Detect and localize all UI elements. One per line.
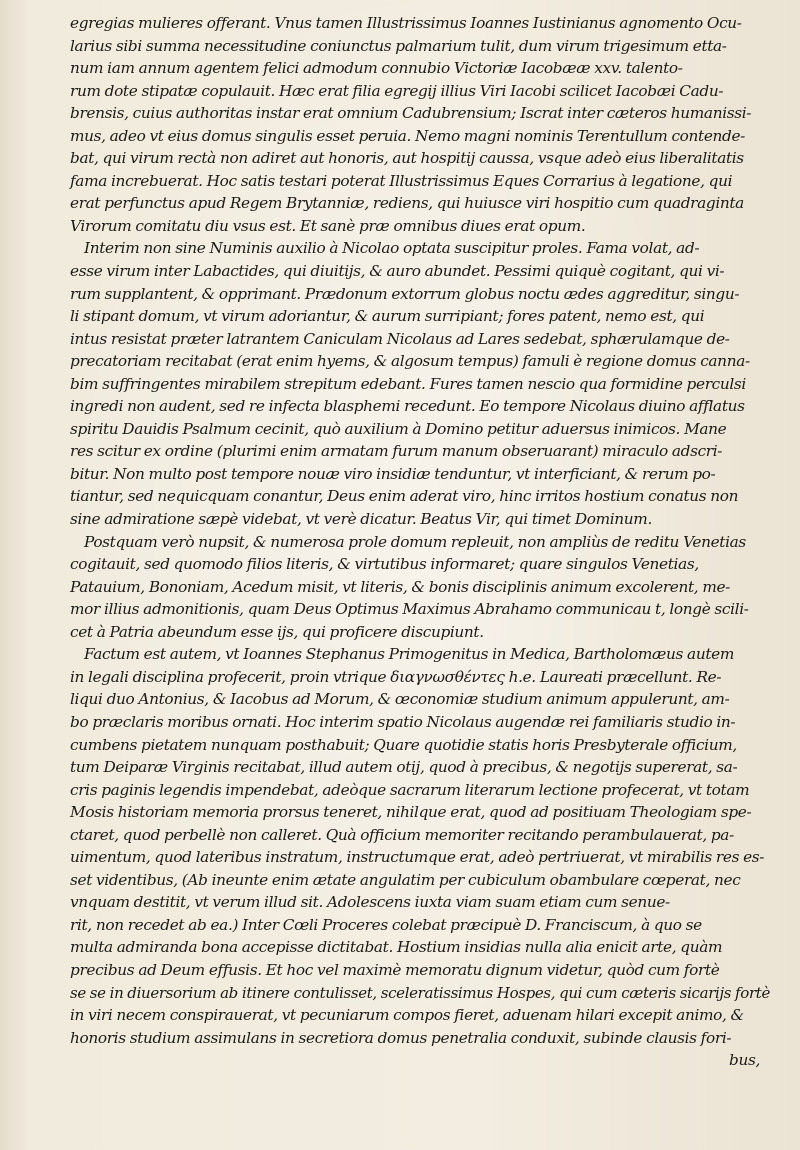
text-line-content: ctaret, quod perbellè non calleret. Quà officium memoriter recitando perambulauerat, pa- — [70, 825, 734, 844]
text-line — [70, 125, 770, 148]
text-line — [70, 305, 770, 328]
text-line-content: larius sibi summa necessitudine coniunctus palmarium tulit, dum virum trigesimum etta- — [70, 36, 727, 55]
text-line — [70, 35, 770, 58]
text-line — [70, 328, 770, 351]
text-line — [70, 982, 770, 1005]
text-line-content: vnquam destitit, vt verum illud sit. Adolescens iuxta viam suam etiam cum senue- — [70, 893, 670, 912]
text-line — [70, 869, 770, 892]
text-line-content: Postquam verò nupsit, & numerosa prole domum repleuit, non ampliùs de reditu Venetias — [84, 532, 746, 551]
text-line-content: Interim non sine Numinis auxilio à Nicolao optata suscipitur proles. Fama volat, ad- — [84, 239, 700, 258]
text-line-content: precatoriam recitabat (erat enim hyems, & algosum tempus) famuli è regione domus canna- — [70, 352, 750, 371]
page-text — [70, 12, 770, 1072]
text-line — [70, 621, 770, 644]
text-line — [70, 350, 770, 373]
text-line — [70, 801, 770, 824]
text-line — [70, 531, 770, 554]
text-line-content: bus, — [729, 1051, 760, 1070]
text-line-content: mor illius admonitionis, quam Deus Optimus Maximus Abrahamo communicau t, longè scili- — [70, 600, 749, 619]
text-line-content: erat perfunctus apud Regem Brytanniæ, rediens, qui huiusce viri hospitio cum quadraginta — [70, 194, 744, 213]
text-line-content: in legali disciplina profecerit, proin vtrique διαγνωσθέντες h.e. Laureati præcellunt. Re- — [70, 667, 722, 686]
text-line — [70, 643, 770, 666]
text-line-content: ingredi non audent, sed re infecta blasphemi recedunt. Eo tempore Nicolaus diuino afflatus — [70, 397, 745, 416]
text-line-content: bo præclaris moribus ornati. Hoc interim spatio Nicolaus augendæ rei familiaris studio in- — [70, 712, 736, 731]
text-line-content: fama increbuerat. Hoc satis testari poterat Illustrissimus Eques Corrarius à legatione, qui — [70, 171, 733, 190]
text-line — [70, 102, 770, 125]
text-line-content: in viri necem conspirauerat, vt pecuniarum compos fieret, aduenam hilari excepit animo, & — [70, 1006, 744, 1025]
text-line — [70, 57, 770, 80]
text-line-content: Patauium, Bononiam, Acedum misit, vt literis, & bonis disciplinis animum excolerent, me- — [70, 577, 731, 596]
text-line-content: se se in diuersorium ab itinere contulisset, sceleratissimus Hospes, qui cum cæteris sicarijs fortè — [70, 983, 770, 1002]
text-line-content: Virorum comitatu diu vsus est. Et sanè præ omnibus diues erat opum. — [70, 216, 586, 235]
text-line — [70, 440, 770, 463]
text-line-content: intus resistat præter latrantem Caniculam Nicolaus ad Lares sedebat, sphærulamque de- — [70, 329, 730, 348]
text-line-content: rit, non recedet ab ea.) Inter Cœli Proceres colebat præcipuè D. Franciscum, à quo se — [70, 915, 702, 934]
text-line-content: liqui duo Antonius, & Iacobus ad Morum, & œconomiæ studium animum appulerunt, am- — [70, 690, 730, 709]
text-line-content: bitur. Non multo post tempore nouæ viro insidiæ tenduntur, vt interficiant, & rerum po- — [70, 464, 716, 483]
text-line — [70, 485, 770, 508]
text-line-content: rum dote stipatæ copulauit. Hæc erat filia egregij illius Viri Iacobi scilicet Iacobæi Cadu- — [70, 81, 724, 100]
text-line — [70, 463, 770, 486]
text-line-content: bim suffringentes mirabilem strepitum edebant. Fures tamen nescio qua formidine perculsi — [70, 374, 746, 393]
text-line-content: cris paginis legendis impendebat, adeòque sacrarum literarum lectione profecerat, vt totam — [70, 780, 750, 799]
text-line-content: egregias mulieres offerant. Vnus tamen Illustrissimus Ioannes Iustinianus agnomento Ocu- — [70, 14, 742, 32]
text-line — [70, 237, 770, 260]
text-line — [70, 959, 770, 982]
text-line — [70, 1004, 770, 1027]
text-line — [70, 553, 770, 576]
text-line-content: brensis, cuius authoritas instar erat omnium Cadubrensium; Iscrat inter cæteros humanissi- — [70, 104, 752, 123]
text-line-content: sine admiratione sæpè videbat, vt verè dicatur. Beatus Vir, qui timet Dominum. — [70, 510, 652, 529]
text-line — [70, 215, 770, 238]
text-line — [70, 598, 770, 621]
text-line-content: li stipant domum, vt virum adoriantur, & aurum surripiant; fores patent, nemo est, qui — [70, 307, 705, 326]
text-line-content: res scitur ex ordine (plurimi enim armatam furum manum obseruarant) miraculo adscri- — [70, 442, 723, 461]
text-line-content: Factum est autem, vt Ioannes Stephanus Primogenitus in Medica, Bartholomæus autem — [84, 645, 734, 664]
text-line — [70, 12, 770, 35]
text-line — [70, 260, 770, 283]
text-line-content: Mosis historiam memoria prorsus teneret, nihilque erat, quod ad positiuam Theologiam spe- — [70, 803, 752, 822]
text-line — [70, 283, 770, 306]
text-line — [70, 576, 770, 599]
text-line — [70, 1049, 770, 1072]
text-line-content: precibus ad Deum effusis. Et hoc vel maximè memoratu dignum videtur, quòd cum fortè — [70, 960, 720, 979]
text-line — [70, 147, 770, 170]
text-line — [70, 688, 770, 711]
text-line-content: num iam annum agentem felici admodum connubio Victoriæ Iacobææ xxv. talento- — [70, 59, 683, 78]
text-line-content: cet à Patria abeundum esse ijs, qui proficere discupiunt. — [70, 622, 484, 641]
text-line — [70, 80, 770, 103]
text-line-content: tum Deiparæ Virginis recitabat, illud autem otij, quod à precibus, & negotijs supererat, sa- — [70, 758, 738, 777]
text-line — [70, 373, 770, 396]
text-line — [70, 192, 770, 215]
text-line — [70, 734, 770, 757]
text-line — [70, 756, 770, 779]
text-line-content: uimentum, quod lateribus instratum, instructumque erat, adeò pertriuerat, vt mirabilis res es- — [70, 848, 765, 867]
text-line — [70, 711, 770, 734]
text-line — [70, 666, 770, 689]
text-line — [70, 395, 770, 418]
text-line-content: honoris studium assimulans in secretiora domus penetralia conduxit, subinde clausis fori- — [70, 1028, 732, 1047]
text-line — [70, 170, 770, 193]
text-line-content: mus, adeo vt eius domus singulis esset peruia. Nemo magni nominis Terentullum contende- — [70, 126, 745, 145]
text-line — [70, 824, 770, 847]
text-line — [70, 846, 770, 869]
text-line-content: tiantur, sed nequicquam conantur, Deus enim aderat viro, hinc irritos hostium conatus non — [70, 487, 739, 506]
text-line — [70, 508, 770, 531]
text-line-content: bat, qui virum rectà non adiret aut honoris, aut hospitij caussa, vsque adeò eius liberalitatis — [70, 149, 744, 168]
text-line-content: multa admiranda bona accepisse dictitabat. Hostium insidias nulla alia enicit arte, quàm — [70, 938, 723, 957]
text-line-content: rum supplantent, & opprimant. Prædonum extorrum globus noctu ædes aggreditur, singu- — [70, 284, 740, 303]
text-line-content: spiritu Dauidis Psalmum cecinit, quò auxilium à Domino petitur aduersus inimicos. Mane — [70, 419, 727, 438]
text-line-content: cumbens pietatem nunquam posthabuit; Quare quotidie statis horis Presbyterale officium, — [70, 735, 737, 754]
text-line — [70, 779, 770, 802]
text-line-content: esse virum inter Labactides, qui diuitijs, & auro abundet. Pessimi quiquè cogitant, qui vi- — [70, 262, 725, 281]
text-line — [70, 418, 770, 441]
text-line — [70, 936, 770, 959]
text-line — [70, 891, 770, 914]
text-line-content: cogitauit, sed quomodo filios literis, & virtutibus informaret; quare singulos Venetias, — [70, 555, 699, 574]
text-line — [70, 1027, 770, 1050]
text-line — [70, 914, 770, 937]
text-line-content: set videntibus, (Ab ineunte enim ætate angulatim per cubiculum obambulare cœperat, nec — [70, 870, 741, 889]
